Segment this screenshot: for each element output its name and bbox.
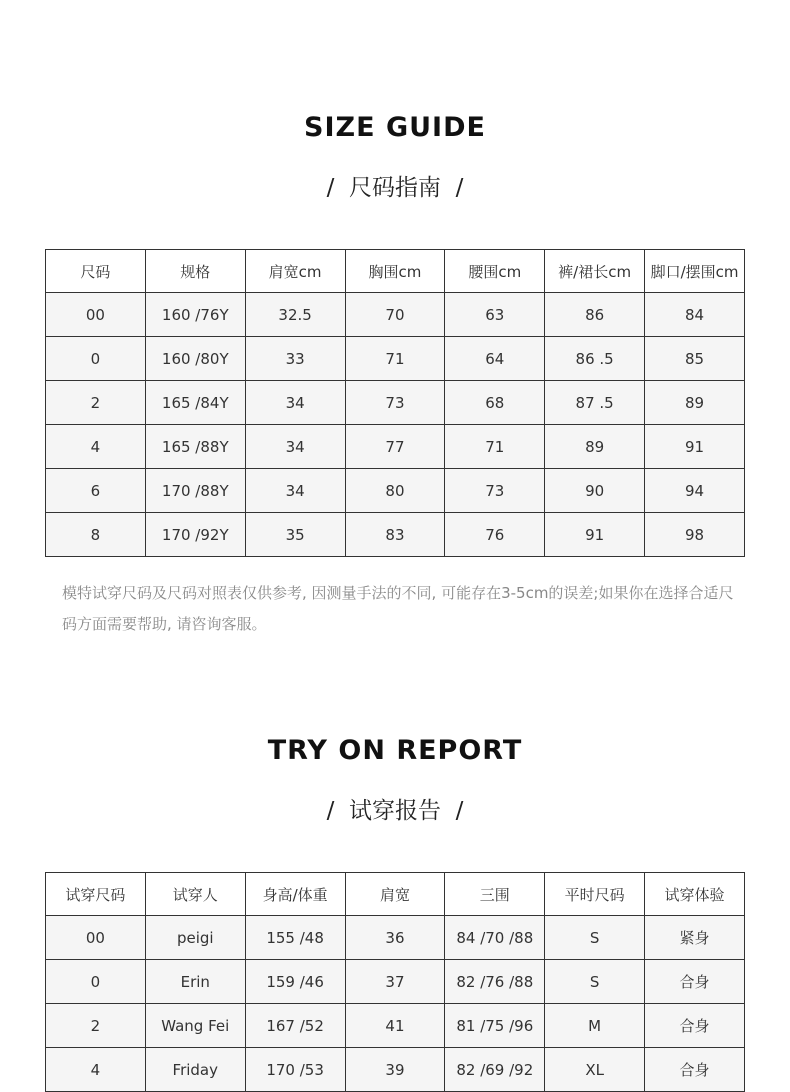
table-cell: 8 bbox=[46, 513, 146, 557]
table-cell: S bbox=[545, 960, 645, 1004]
header-cell: 试穿尺码 bbox=[46, 873, 146, 916]
header-cell: 裤/裙长cm bbox=[545, 250, 645, 293]
table-cell: 84 /70 /88 bbox=[445, 916, 545, 960]
table-cell: 71 bbox=[345, 337, 445, 381]
table-cell: 83 bbox=[345, 513, 445, 557]
table-cell: 合身 bbox=[645, 960, 745, 1004]
table-cell: 紧身 bbox=[645, 916, 745, 960]
table-cell: 4 bbox=[46, 1048, 146, 1092]
table-cell: 87 .5 bbox=[545, 381, 645, 425]
try-on-table bbox=[45, 872, 745, 1092]
try-on-title: TRY ON REPORT bbox=[267, 735, 523, 766]
try-on-subtitle: / 试穿报告 / bbox=[326, 798, 464, 824]
table-cell: 63 bbox=[445, 293, 545, 337]
table-cell: M bbox=[545, 1004, 645, 1048]
table-cell: Wang Fei bbox=[145, 1004, 245, 1048]
table-cell: 73 bbox=[345, 381, 445, 425]
table-cell: 76 bbox=[445, 513, 545, 557]
table-cell: 34 bbox=[245, 381, 345, 425]
table-cell: 82 /69 /92 bbox=[445, 1048, 545, 1092]
size-guide-table bbox=[45, 249, 745, 557]
table-cell: 合身 bbox=[645, 1048, 745, 1092]
table-cell: 160 /76Y bbox=[145, 293, 245, 337]
table-cell: 170 /53 bbox=[245, 1048, 345, 1092]
table-cell: 34 bbox=[245, 469, 345, 513]
table-cell: Erin bbox=[145, 960, 245, 1004]
header-cell: 身高/体重 bbox=[245, 873, 345, 916]
header-cell: 脚口/摆围cm bbox=[645, 250, 745, 293]
table-cell: 84 bbox=[645, 293, 745, 337]
header-cell: 胸围cm bbox=[345, 250, 445, 293]
table-row bbox=[46, 1048, 745, 1092]
table-cell: 0 bbox=[46, 337, 146, 381]
table-cell: 70 bbox=[345, 293, 445, 337]
table-cell: 165 /88Y bbox=[145, 425, 245, 469]
table-cell: 170 /88Y bbox=[145, 469, 245, 513]
size-note: 模特试穿尺码及尺码对照表仅供参考, 因测量手法的不同, 可能存在3-5cm的误差;如果你在选择合适尺码方面需要帮助, 请咨询客服。 bbox=[62, 584, 734, 633]
table-row bbox=[46, 293, 745, 337]
table-cell: 89 bbox=[545, 425, 645, 469]
table-row bbox=[46, 916, 745, 960]
table-cell: 68 bbox=[445, 381, 545, 425]
table-cell: 4 bbox=[46, 425, 146, 469]
table-cell: 00 bbox=[46, 293, 146, 337]
table-cell: 41 bbox=[345, 1004, 445, 1048]
table-cell: 2 bbox=[46, 1004, 146, 1048]
table-cell: 94 bbox=[645, 469, 745, 513]
header-cell: 平时尺码 bbox=[545, 873, 645, 916]
table-cell: 2 bbox=[46, 381, 146, 425]
table-cell: 86 bbox=[545, 293, 645, 337]
header-cell: 肩宽cm bbox=[245, 250, 345, 293]
table-cell: 160 /80Y bbox=[145, 337, 245, 381]
table-cell: 91 bbox=[645, 425, 745, 469]
table-cell: 77 bbox=[345, 425, 445, 469]
table-row bbox=[46, 337, 745, 381]
table-cell: 167 /52 bbox=[245, 1004, 345, 1048]
table-header-row bbox=[46, 873, 745, 916]
table-cell: 32.5 bbox=[245, 293, 345, 337]
table-cell: 64 bbox=[445, 337, 545, 381]
header-cell: 腰围cm bbox=[445, 250, 545, 293]
table-cell: XL bbox=[545, 1048, 645, 1092]
table-cell: 35 bbox=[245, 513, 345, 557]
table-row bbox=[46, 381, 745, 425]
table-cell: 合身 bbox=[645, 1004, 745, 1048]
table-cell: 90 bbox=[545, 469, 645, 513]
table-cell: 81 /75 /96 bbox=[445, 1004, 545, 1048]
table-cell: 73 bbox=[445, 469, 545, 513]
header-cell: 三围 bbox=[445, 873, 545, 916]
table-row bbox=[46, 425, 745, 469]
table-header-row bbox=[46, 250, 745, 293]
table-row bbox=[46, 469, 745, 513]
table-cell: 6 bbox=[46, 469, 146, 513]
table-cell: 155 /48 bbox=[245, 916, 345, 960]
header-cell: 肩宽 bbox=[345, 873, 445, 916]
table-cell: 86 .5 bbox=[545, 337, 645, 381]
table-cell: 82 /76 /88 bbox=[445, 960, 545, 1004]
table-cell: 36 bbox=[345, 916, 445, 960]
header-cell: 试穿人 bbox=[145, 873, 245, 916]
table-cell: 0 bbox=[46, 960, 146, 1004]
table-cell: 34 bbox=[245, 425, 345, 469]
table-cell: 89 bbox=[645, 381, 745, 425]
table-row bbox=[46, 513, 745, 557]
size-guide-subtitle: / 尺码指南 / bbox=[326, 175, 464, 201]
table-cell: peigi bbox=[145, 916, 245, 960]
table-cell: Friday bbox=[145, 1048, 245, 1092]
table-cell: 33 bbox=[245, 337, 345, 381]
table-cell: 39 bbox=[345, 1048, 445, 1092]
table-row bbox=[46, 960, 745, 1004]
table-cell: 98 bbox=[645, 513, 745, 557]
header-cell: 试穿体验 bbox=[645, 873, 745, 916]
table-cell: 85 bbox=[645, 337, 745, 381]
table-cell: 00 bbox=[46, 916, 146, 960]
table-cell: 165 /84Y bbox=[145, 381, 245, 425]
table-cell: 170 /92Y bbox=[145, 513, 245, 557]
header-cell: 尺码 bbox=[46, 250, 146, 293]
table-cell: 159 /46 bbox=[245, 960, 345, 1004]
table-cell: 71 bbox=[445, 425, 545, 469]
table-cell: 37 bbox=[345, 960, 445, 1004]
table-row bbox=[46, 1004, 745, 1048]
header-cell: 规格 bbox=[145, 250, 245, 293]
table-cell: 91 bbox=[545, 513, 645, 557]
size-guide-title: SIZE GUIDE bbox=[304, 112, 486, 143]
table-cell: 80 bbox=[345, 469, 445, 513]
table-cell: S bbox=[545, 916, 645, 960]
